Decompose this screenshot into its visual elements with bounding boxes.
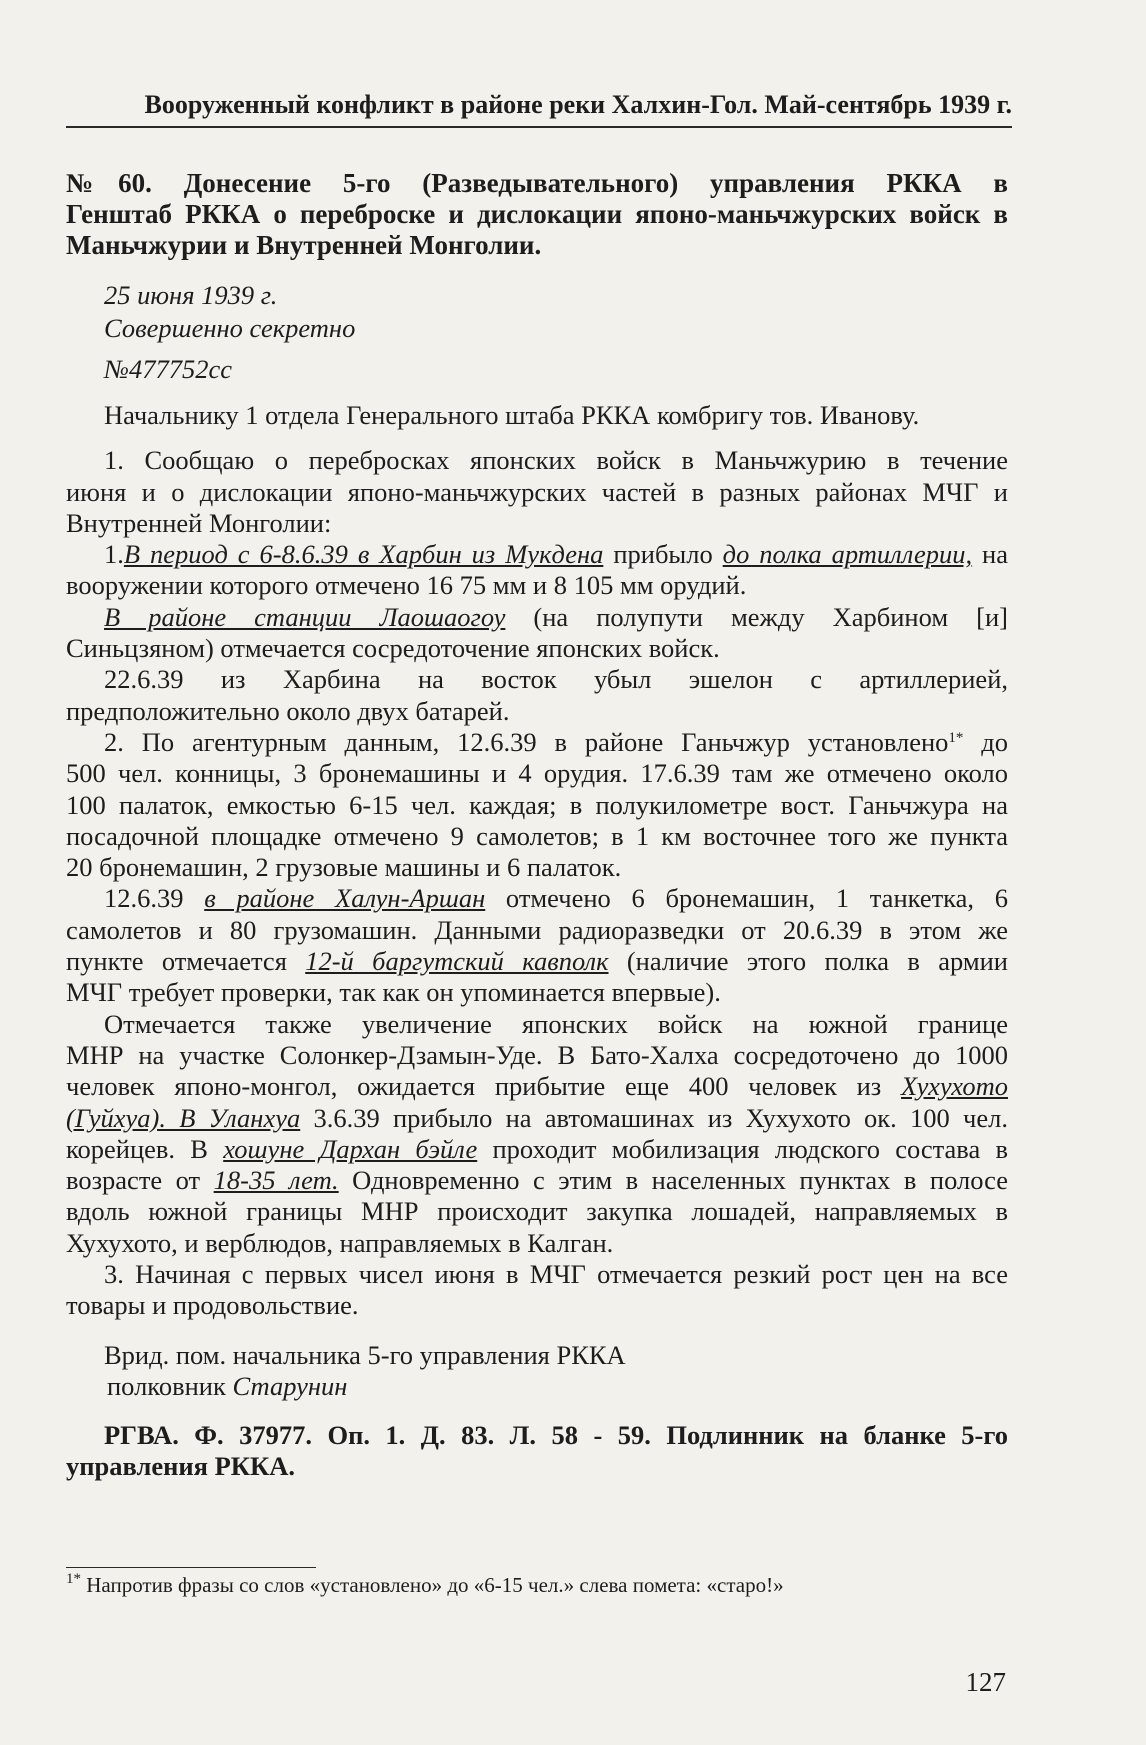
paragraph-7 [66,1009,1008,1259]
footnote-marker: 1* [66,1571,81,1587]
underlined-text: В районе станции Лаошаогоу [104,601,506,632]
text-span: полковник [107,1370,233,1401]
text-line: Хухухото, и верблюдов, направляемых в Калган. [66,1227,614,1258]
text-line [66,1103,1008,1134]
text-line [66,1165,1008,1196]
text-span: пункте отмечается [66,946,306,977]
footnote [66,1572,1006,1598]
text-span: проходит мобилизация людского состава в [477,1133,1008,1164]
text-span: 12.6.39 [104,883,205,914]
paragraph-5 [66,727,1008,883]
document-classification: Совершенно секретно [104,313,356,343]
text-line: товары и продовольствие. [66,1290,359,1321]
text-line [66,883,1008,914]
text-span: возрасте от [66,1165,214,1196]
paragraph-2 [66,539,1008,602]
text-line [66,1134,1008,1165]
text-line: 100 палаток, емкостью 6-15 чел. каждая; в полукилометре вост. Ганьчжура на [66,789,1008,820]
text-line: Внутренней Монголии: [66,507,332,538]
paragraph-3 [66,602,1008,665]
paragraph-8 [66,1259,1008,1322]
text-span: 2. По агентурным данным, 12.6.39 в районе Ганьчжур установлено [104,726,949,757]
text-line: 20 бронемашин, 2 грузовые машины и 6 палаток. [66,852,622,883]
text-line: предположительно около двух батарей. [66,695,510,726]
text-span: отмечено 6 бронемашин, 1 танкетка, 6 [485,883,1008,914]
document-meta [66,279,1008,386]
page-number: 127 [965,1667,1006,1697]
document-date: 25 июня 1939 г. [104,280,278,310]
footnote-divider [66,1567,316,1568]
text-line: 22.6.39 из Харбина на восток убыл эшелон с артиллерией, [104,664,1008,695]
title-line: Маньчжурии и Внутренней Монголии. [66,230,542,260]
footnote-ref: 1* [948,729,964,746]
underlined-text: 12-й баргутский кавполк [305,946,609,977]
text-line: самолетов и 80 грузомашин. Данными радиоразведки от 20.6.39 в этом же [66,914,1008,945]
paragraph-6 [66,883,1008,1008]
underlined-text: хошуне Дархан бэйле [223,1133,478,1164]
text-line: Синьцзяном) отмечается сосредоточение японских войск. [66,633,720,664]
text-span: человек японо-монгол, ожидается прибытие еще 400 человек из [66,1071,902,1102]
underlined-text: Хухухото [901,1071,1008,1102]
text-span: на [972,539,1009,570]
underlined-text: до полка артиллерии, [722,539,973,570]
text-span: (на полупути между Харбином [и] [505,601,1008,632]
text-line [66,727,1008,758]
underlined-text: в районе Халун-Аршан [204,883,486,914]
underlined-text: 18-35 лет. [213,1165,339,1196]
text-line: 1. Сообщаю о перебросках японских войск в Маньчжурию в течение [104,445,1008,476]
footnote-text: Напротив фразы со слов «установлено» до «6-15 чел.» слева помета: «старо!» [81,1573,784,1597]
document-title [66,168,1008,261]
signature-name [66,1371,1008,1402]
text-line [66,602,1008,633]
signatory-name: Старунин [232,1370,348,1401]
text-span: 3.6.39 прибыло на автомашинах из Хухухото ок. 100 чел. [300,1102,1008,1133]
text-span: прибыло [603,539,723,570]
signature-block [66,1340,1008,1403]
title-line: №60. Донесение 5-го (Разведывательного) управления РККА в [66,168,1008,198]
source-line: управления РККА. [66,1451,295,1482]
text-line: вооружении которого отмечено 16 75 мм и 8 105 мм орудий. [66,570,747,601]
underlined-text: В период с 6-8.6.39 в Харбин из Мукдена [123,539,604,570]
text-line: МНР на участке Солонкер-Дзамын-Уде. В Бато-Халха сосредоточено до 1000 [66,1039,1008,1070]
text-line: 500 чел. конницы, 3 бронемашины и 4 орудия. 17.6.39 там же отмечено около [66,758,1008,789]
underlined-text: (Гуйхуа). В Уланхуа [66,1102,301,1133]
text-line: Отмечается также увеличение японских войск на южной границе [104,1008,1008,1039]
text-line: МЧГ требует проверки, так как он упоминается впервые). [66,977,721,1008]
text-line [66,946,1008,977]
paragraph-4 [66,664,1008,727]
document-body [66,168,1008,1482]
document-number: №477752сс [104,354,233,384]
archive-source [66,1420,1008,1482]
text-span: до [963,726,1008,757]
text-line: июня и о дислокации японо-маньчжурских частей в разных районах МЧГ и [66,476,1008,507]
text-span: (наличие этого полка в армии [608,946,1008,977]
source-line: РГВА. Ф. 37977. Оп. 1. Д. 83. Л. 58 - 59. Подлинник на бланке 5-го [104,1420,1008,1451]
text-line: посадочной площадке отмечено 9 самолетов; в 1 км восточнее того же пункта [66,820,1008,851]
addressee: Начальнику 1 отдела Генерального штаба РККА комбригу тов. Иванову. [104,400,920,430]
paragraph-1 [66,445,1008,539]
text-span: Одновременно с этим в населенных пунктах в полосе [338,1165,1008,1196]
signature-title: Врид. пом. начальника 5-го управления РККА [104,1339,626,1370]
title-line: Генштаб РККА о переброске и дислокации японо-маньчжурских войск в [66,199,1008,229]
text-line [66,1071,1008,1102]
text-span: корейцев. В [66,1133,224,1164]
text-line: вдоль южной границы МНР происходит закупка лошадей, направляемых в [66,1196,1008,1227]
text-line: 3. Начиная с первых чисел июня в МЧГ отмечается резкий рост цен на все [104,1259,1008,1290]
text-line [66,539,1008,570]
running-header: Вооруженный конфликт в районе реки Халхин-Гол. Май-сентябрь 1939 г. [66,90,1012,128]
text-span: 1. [104,539,124,570]
